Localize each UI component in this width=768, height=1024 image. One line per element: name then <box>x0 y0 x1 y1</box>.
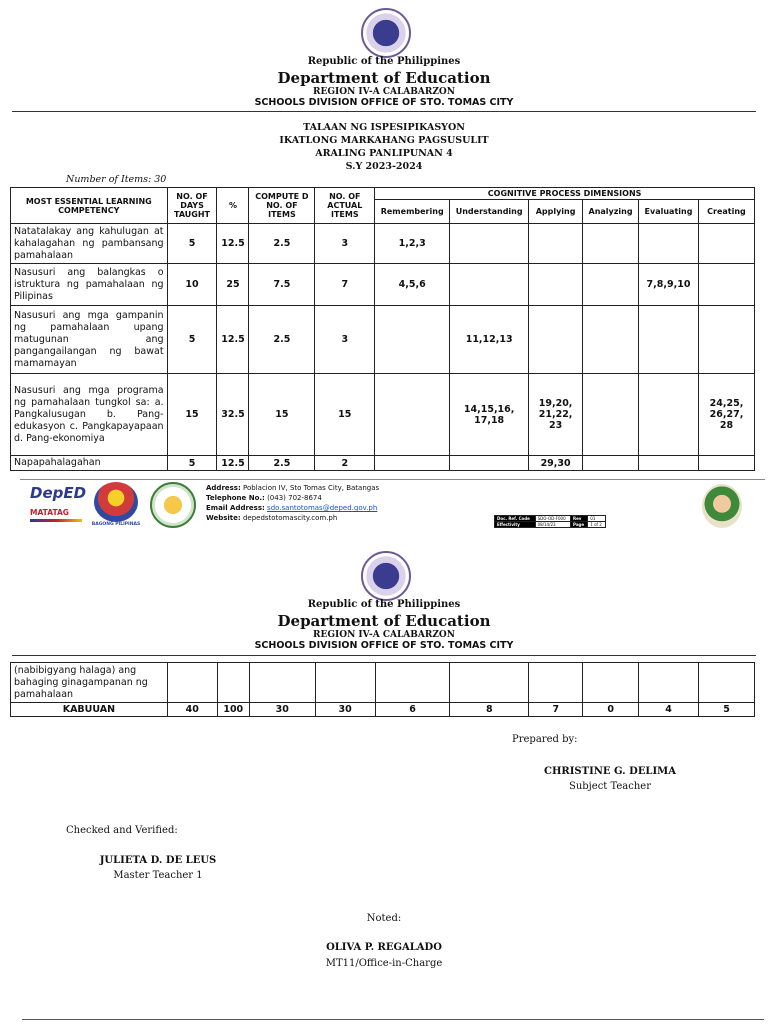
cell-analyzing <box>583 264 639 306</box>
region-text: REGION IV-A CALABARZON <box>313 87 455 97</box>
cell-evaluating <box>639 306 699 374</box>
specification-table <box>10 187 755 471</box>
table-row <box>11 456 755 471</box>
specification-table-continued <box>10 662 755 717</box>
header-computed: COMPUTE D NO. OF ITEMS <box>249 188 315 224</box>
noted-role: MT11/Office-in-Charge <box>325 958 443 969</box>
mascot-logo-icon <box>702 484 742 528</box>
table-header-row <box>11 188 755 200</box>
deped-logo-text: DepED <box>30 484 87 502</box>
email-link[interactable]: sdo.santotomas@deped.gov.ph <box>267 504 378 512</box>
deped-logo <box>30 484 87 522</box>
table-row <box>11 663 755 703</box>
header-evaluating: Evaluating <box>639 200 699 224</box>
table-row <box>11 224 755 264</box>
address-label: Address: <box>206 484 241 492</box>
cell-actual: 15 <box>315 374 375 456</box>
rev-value: 01 <box>588 516 606 522</box>
noted-label: Noted: <box>366 913 402 924</box>
cell-days: 10 <box>167 264 217 306</box>
header-creating: Creating <box>698 200 754 224</box>
total-row <box>11 703 755 717</box>
header-actual: NO. OF ACTUAL ITEMS <box>315 188 375 224</box>
cell-understanding <box>450 224 529 264</box>
cell-days: 15 <box>167 374 217 456</box>
cell-evaluating <box>639 224 699 264</box>
header-understanding: Understanding <box>450 200 529 224</box>
effectivity-value: 08/14/23 <box>535 522 570 528</box>
cell-actual: 7 <box>315 264 375 306</box>
phone-value: (043) 702-8674 <box>267 494 322 502</box>
cell-applying <box>529 224 583 264</box>
cell-days: 5 <box>167 224 217 264</box>
cell-creating: 24,25, 26,27, 28 <box>698 374 754 456</box>
cell-competency: (nabibigyang halaga) ang bahaging ginagampanan ng pamahalaan <box>11 663 168 703</box>
cell-analyzing <box>583 224 639 264</box>
deped-seal-icon <box>361 8 411 58</box>
table-row <box>11 264 755 306</box>
total-actual: 30 <box>315 703 375 717</box>
total-understanding: 8 <box>450 703 529 717</box>
cell-percent: 32.5 <box>217 374 249 456</box>
cell-remembering <box>375 456 450 471</box>
header-days: NO. OF DAYS TAUGHT <box>167 188 217 224</box>
cell-understanding: 14,15,16, 17,18 <box>450 374 529 456</box>
header-cpd: COGNITIVE PROCESS DIMENSIONS <box>375 188 755 200</box>
department-title: Department of Education <box>277 612 491 630</box>
cell-competency: Nasusuri ang mga programa ng pamahalaan tungkol sa: a. Pangkalusugan b. Pang-edukasyon c. Pangkapayapaan d. Pang-ekonomiya <box>11 374 168 456</box>
doc-title-4: S.Y 2023-2024 <box>345 161 423 172</box>
cell-applying <box>529 306 583 374</box>
total-label: KABUUAN <box>11 703 168 717</box>
email-label: Email Address: <box>206 504 265 512</box>
total-remembering: 6 <box>375 703 450 717</box>
header-divider <box>12 655 756 656</box>
cell-competency: Napapahalagahan <box>11 456 168 471</box>
cell-computed: 15 <box>249 374 315 456</box>
cell-applying <box>529 264 583 306</box>
cell-days: 5 <box>167 456 217 471</box>
total-evaluating: 4 <box>639 703 699 717</box>
total-creating: 5 <box>699 703 755 717</box>
republic-text: Republic of the Philippines <box>307 56 461 67</box>
checked-role: Master Teacher 1 <box>113 870 203 881</box>
prepared-name: CHRISTINE G. DELIMA <box>544 766 676 777</box>
cell-applying: 29,30 <box>529 456 583 471</box>
cell-remembering: 1,2,3 <box>375 224 450 264</box>
cell-creating <box>698 224 754 264</box>
doc-ref-value: SDO-OD-F000 <box>535 516 570 522</box>
cell-percent: 25 <box>217 264 249 306</box>
matatag-text: MATATAG <box>30 508 69 517</box>
header-percent: % <box>217 188 249 224</box>
header-competency: MOST ESSENTIAL LEARNING COMPETENCY <box>11 188 168 224</box>
division-text: SCHOOLS DIVISION OFFICE OF STO. TOMAS CITY <box>254 97 514 108</box>
cell-understanding <box>450 264 529 306</box>
cell-creating <box>698 306 754 374</box>
page-label: Page <box>571 522 588 528</box>
cell-percent: 12.5 <box>217 224 249 264</box>
doc-ref-label: Doc. Ref. Code <box>495 516 536 522</box>
cell-competency: Nasusuri ang balangkas o istruktura ng pamahalaan ng Pilipinas <box>11 264 168 306</box>
cell-remembering: 4,5,6 <box>375 264 450 306</box>
noted-name: OLIVA P. REGALADO <box>326 942 442 953</box>
doc-title-3: ARALING PANLIPUNAN 4 <box>315 148 453 159</box>
prepared-label: Prepared by: <box>512 734 578 745</box>
header-divider <box>12 111 756 112</box>
cell-evaluating: 7,8,9,10 <box>639 264 699 306</box>
cell-actual: 3 <box>315 306 375 374</box>
effectivity-label: Effectivity <box>495 522 536 528</box>
total-days: 40 <box>167 703 217 717</box>
cell-analyzing <box>583 374 639 456</box>
republic-text: Republic of the Philippines <box>307 599 461 610</box>
address-value: Poblacion IV, Sto Tomas City, Batangas <box>243 484 380 492</box>
total-analyzing: 0 <box>583 703 639 717</box>
cell-actual: 3 <box>315 224 375 264</box>
header-applying: Applying <box>529 200 583 224</box>
total-applying: 7 <box>529 703 583 717</box>
doc-ref-box <box>494 515 606 528</box>
cell-creating <box>698 264 754 306</box>
cell-competency: Natatalakay ang kahulugan at kahalagahan ng pambansang pamahalaan <box>11 224 168 264</box>
region-text: REGION IV-A CALABARZON <box>313 630 455 640</box>
footer-divider <box>20 479 765 480</box>
bagong-pilipinas-logo-icon <box>94 482 138 522</box>
cell-understanding <box>450 456 529 471</box>
header-remembering: Remembering <box>375 200 450 224</box>
cell-evaluating <box>639 456 699 471</box>
website-value[interactable]: depedstotomascity.com.ph <box>242 514 338 522</box>
total-percent: 100 <box>217 703 249 717</box>
cell-computed: 2.5 <box>249 456 315 471</box>
website-label: Website: <box>206 514 241 522</box>
cell-percent: 12.5 <box>217 456 249 471</box>
table-row <box>11 306 755 374</box>
cell-understanding: 11,12,13 <box>450 306 529 374</box>
page-value: 1 of 2 <box>588 522 606 528</box>
bagong-pilipinas-text: BAGONG PILIPINAS <box>91 522 141 527</box>
rev-label: Rev <box>571 516 588 522</box>
bottom-divider <box>22 1019 764 1020</box>
deped-seal-icon <box>361 551 411 601</box>
doc-title-1: TALAAN NG ISPESIPIKASYON <box>303 122 465 133</box>
cell-analyzing <box>583 306 639 374</box>
cell-applying: 19,20, 21,22, 23 <box>529 374 583 456</box>
cell-computed: 7.5 <box>249 264 315 306</box>
department-title: Department of Education <box>277 69 491 87</box>
cell-computed: 2.5 <box>249 224 315 264</box>
prepared-role: Subject Teacher <box>568 781 652 792</box>
cell-remembering <box>375 374 450 456</box>
cell-creating <box>698 456 754 471</box>
checked-label: Checked and Verified: <box>66 825 178 836</box>
division-seal-icon <box>150 482 196 528</box>
cell-remembering <box>375 306 450 374</box>
cell-days: 5 <box>167 306 217 374</box>
cell-actual: 2 <box>315 456 375 471</box>
doc-title-2: IKATLONG MARKAHANG PAGSUSULIT <box>279 135 489 146</box>
cell-competency: Nasusuri ang mga gampanin ng pamahalaan upang matugunan ang pangangailangan ng bawat mamamayan <box>11 306 168 374</box>
number-of-items: Number of Items: 30 <box>66 174 167 185</box>
phone-label: Telephone No.: <box>206 494 265 502</box>
cell-analyzing <box>583 456 639 471</box>
cell-percent: 12.5 <box>217 306 249 374</box>
contact-block <box>206 483 379 523</box>
total-computed: 30 <box>249 703 315 717</box>
header-analyzing: Analyzing <box>583 200 639 224</box>
checked-name: JULIETA D. DE LEUS <box>99 855 217 866</box>
cell-computed: 2.5 <box>249 306 315 374</box>
table-row <box>11 374 755 456</box>
matatag-bar <box>30 519 82 522</box>
division-text: SCHOOLS DIVISION OFFICE OF STO. TOMAS CITY <box>254 640 514 651</box>
cell-evaluating <box>639 374 699 456</box>
